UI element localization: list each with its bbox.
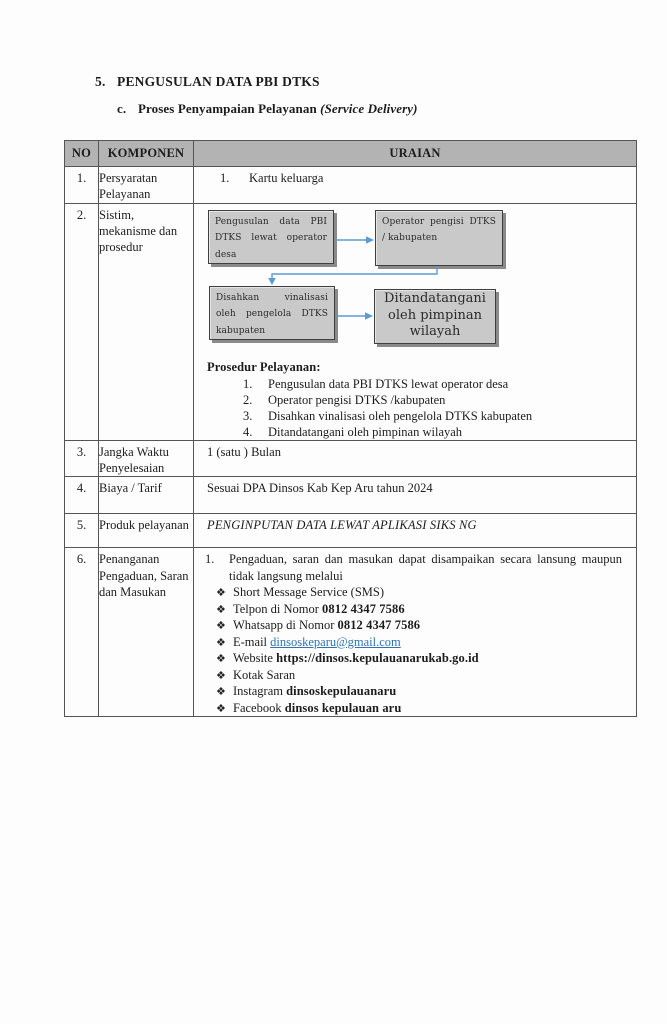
requirement-item-number: 1. [220, 171, 230, 185]
table-row [65, 440, 637, 477]
flow-box-ditandatangani: Ditandatangani oleh pimpinan wilayah [374, 289, 496, 344]
channel-sms: ❖ Short Message Service (SMS) [194, 584, 636, 601]
row3-uraian: 1 (satu ) Bulan [207, 444, 281, 459]
channel-whatsapp: ❖ Whatsapp di Nomor 0812 4347 7586 [194, 617, 636, 634]
row2-komponen: Sistim, mekanisme dan prosedur [99, 203, 194, 440]
arrow-elbow-icon [272, 267, 437, 278]
flow-box-disahkan: Disahkan vinalisasi oleh pengelola DTKS kabupaten [209, 286, 335, 340]
phone-number: 0812 4347 7586 [322, 601, 405, 616]
email-link[interactable]: dinsoskeparu@gmail.com [270, 634, 401, 649]
row3-komponen: Jangka Waktu Penyelesaian [99, 440, 194, 477]
row4-no: 4. [65, 477, 99, 514]
table-row [65, 514, 637, 548]
section-number: 5. [95, 74, 106, 89]
row5-uraian: PENGINPUTAN DATA LEWAT APLIKASI SIKS NG [207, 518, 477, 533]
procedure-step: 2. Operator pengisi DTKS /kabupaten [243, 392, 446, 407]
row5-no: 5. [65, 514, 99, 548]
diamond-bullet-icon: ❖ [216, 603, 226, 616]
section-heading [95, 74, 320, 90]
channel-instagram: ❖ Instagram dinsoskepulauanaru [194, 683, 636, 700]
procedure-title: Prosedur Pelayanan: [207, 359, 321, 374]
requirement-item-text: Kartu keluarga [249, 171, 324, 185]
header-no: NO [65, 141, 99, 167]
diamond-bullet-icon: ❖ [216, 653, 226, 666]
row2-no: 2. [65, 203, 99, 440]
header-uraian: URAIAN [194, 141, 637, 167]
row3-no: 3. [65, 440, 99, 477]
service-delivery-table [64, 140, 637, 717]
diamond-bullet-icon: ❖ [216, 702, 226, 715]
row1-no: 1. [65, 167, 99, 204]
row4-uraian: Sesuai DPA Dinsos Kab Kep Aru tahun 2024 [207, 481, 433, 496]
row6-komponen: Penanganan Pengaduan, Saran dan Masukan [99, 548, 194, 717]
channel-website: ❖ Website https://dinsos.kepulauanarukab.go.id [194, 650, 636, 667]
subsection-title-italic: (Service Delivery) [320, 101, 418, 116]
table-header-row [65, 141, 637, 167]
procedure-step: 1. Pengusulan data PBI DTKS lewat operator desa [243, 376, 509, 391]
row6-no: 6. [65, 548, 99, 717]
procedure-step: 4. Ditandatangani oleh pimpinan wilayah [243, 424, 463, 439]
procedure-flowchart [208, 210, 628, 348]
section-title: PENGUSULAN DATA PBI DTKS [117, 74, 320, 89]
channel-phone: ❖ Telpon di Nomor 0812 4347 7586 [194, 601, 636, 618]
table-row [65, 167, 637, 204]
channel-suggestion-box: ❖ Kotak Saran [194, 667, 636, 684]
diamond-bullet-icon: ❖ [216, 669, 226, 682]
flow-box-pengusulan: Pengusulan data PBI DTKS lewat operator desa [208, 210, 334, 264]
whatsapp-number: 0812 4347 7586 [337, 618, 421, 633]
complaint-intro: 1. Pengaduan, saran dan masukan dapat disampaikan secara lansung maupun tidak langsung melalui [205, 552, 622, 583]
procedure-step: 3. Disahkan vinalisasi oleh pengelola DTKS kabupaten [243, 408, 533, 423]
flow-box-operator: Operator pengisi DTKS / kabupaten [375, 210, 503, 266]
header-komponen: KOMPONEN [99, 141, 194, 167]
channel-email: ❖ E-mail dinsoskeparu@gmail.com [194, 634, 636, 651]
table-row [65, 477, 637, 514]
instagram-handle: dinsoskepulauanaru [286, 684, 397, 699]
subsection-heading [117, 101, 418, 117]
diamond-bullet-icon: ❖ [216, 620, 226, 633]
table-row [65, 203, 637, 440]
diamond-bullet-icon: ❖ [216, 587, 226, 600]
row5-komponen: Produk pelayanan [99, 514, 194, 548]
website-url: https://dinsos.kepulauanarukab.go.id [276, 651, 479, 666]
requirement-item [194, 170, 636, 186]
diamond-bullet-icon: ❖ [216, 686, 226, 699]
subsection-letter: c. [117, 101, 127, 116]
row4-komponen: Biaya / Tarif [99, 477, 194, 514]
table-row [65, 548, 637, 717]
row1-komponen: Persyaratan Pelayanan [99, 167, 194, 204]
subsection-title: Proses Penyampaian Pelayanan [138, 101, 321, 116]
diamond-bullet-icon: ❖ [216, 636, 226, 649]
facebook-handle: dinsos kepulauan aru [284, 700, 402, 715]
channel-facebook: ❖ Facebook dinsos kepulauan aru [194, 700, 636, 717]
